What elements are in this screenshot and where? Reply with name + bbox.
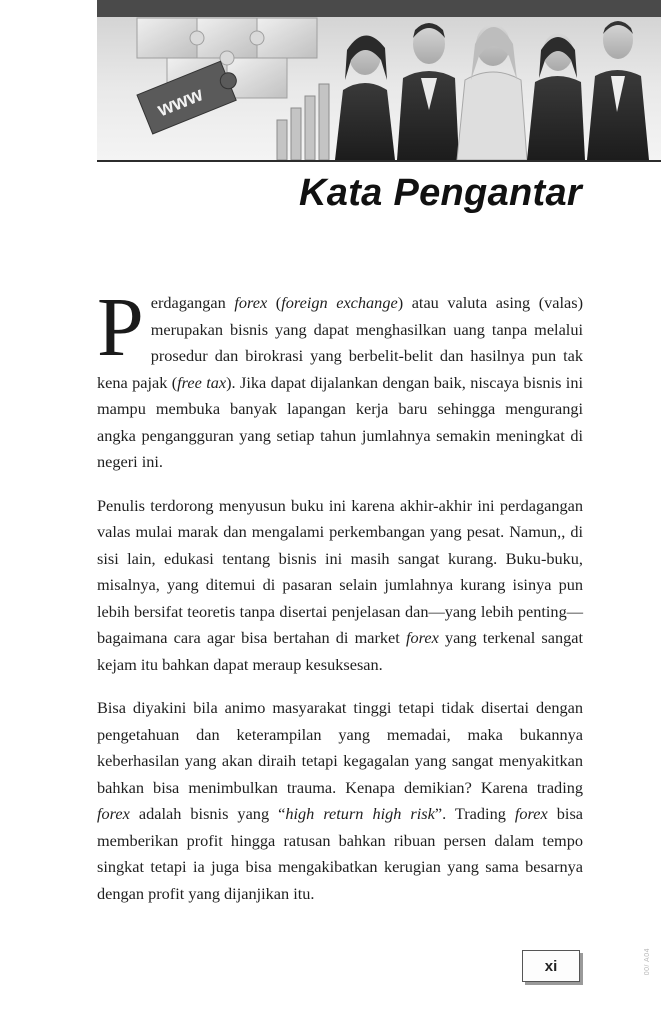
italic-term: forex [97,804,130,823]
italic-term: forex [405,628,439,647]
italic-term: forex [514,804,548,823]
business-person-4 [527,33,585,160]
paragraph-2 [97,493,583,679]
side-code-mark: 00/ A04 [644,948,651,976]
paragraph-3-text: Bisa diyakini bila animo masyarakat tinggi tetapi tidak disertai dengan pengetahuan dan keterampilan yang memadai, maka bukannya keberhasilan yang akan diraih tetapi kegagalan yang sangat menyakitkan bahkan bisa menimbulkan trauma. Kenapa demikian? Karena trading forex adalah bisnis yang “high return high risk”. Trading forex bisa memberikan profit hingga ratusan bahkan ribuan persen dalam tempo singkat tetapi ia juga bisa mengakibatkan kerugian yang sama besarnya dengan profit yang dijanjikan itu. [97,698,584,903]
business-team-illustration [97,0,661,160]
paragraph-3 [97,695,583,907]
paragraph-1 [97,281,584,476]
www-label: www [154,83,206,122]
drop-cap: P [97,281,144,374]
business-person-5 [587,21,649,160]
italic-term: high return high risk [285,804,435,823]
body-text [97,281,584,924]
business-person-2 [397,23,459,160]
header-rule [97,160,661,162]
paragraph-2-text: Penulis terdorong menyusun buku ini karena akhir-akhir ini perdagangan valas mulai marak dan mengalami perkembangan yang pesat. Namun,, di sisi lain, edukasi tentang bisnis ini masih sangat kurang. Buku-buku, misalnya, yang ditemui di pasaran selain jumlahnya kurang isinya pun lebih bersifat teoretis tanpa disertai penjelasan dan—yang lebih penting—bagaimana cara agar bisa bertahan di market forex yang terkenal sangat kejam itu bahkan dapat meraup kesuksesan. [97,495,583,674]
header-banner [97,0,661,160]
chapter-title: Kata Pengantar [299,172,582,214]
italic-term: free tax [177,372,227,392]
business-person-1 [335,35,395,160]
page-number: xi [522,950,580,982]
paragraph-1-text: erdagangan forex (foreign exchange) atau valuta asing (valas) merupakan bisnis yang dapat menghasilkan uang tanpa melalui prosedur dan birokrasi yang berbelit-belit dan hasilnya pun tak kena pajak (free tax). Jika dapat dijalankan dengan baik, niscaya bisnis ini mampu membuka banyak lapangan kerja baru sehingga mengurangi angka pengangguran yang setiap tahun jumlahnya semakin meningkat di negeri ini. [97,293,584,471]
italic-term: foreign exchange [281,293,398,312]
italic-term: forex [234,293,268,312]
business-person-3 [457,24,527,160]
